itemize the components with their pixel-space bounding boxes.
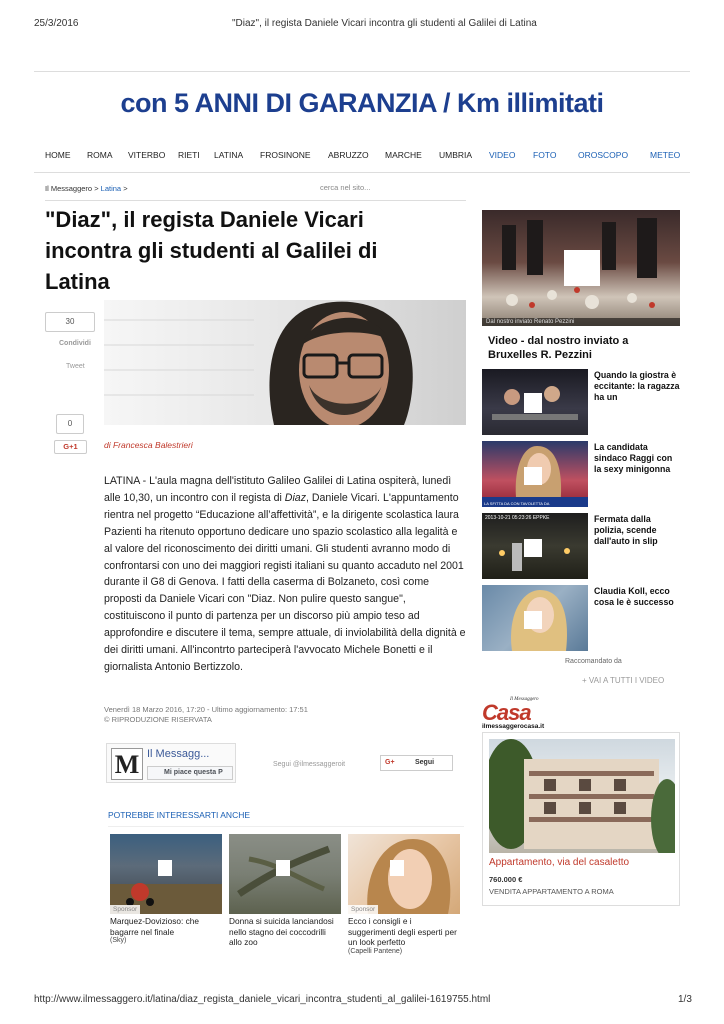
article-meta bbox=[104, 705, 308, 725]
recommended-by[interactable]: Raccomandato da bbox=[565, 658, 622, 665]
related-thumb bbox=[110, 834, 222, 914]
search-input[interactable]: cerca nel sito... bbox=[320, 183, 371, 192]
listing-type: VENDITA APPARTAMENTO A ROMA bbox=[489, 887, 614, 896]
portrait-illustration bbox=[104, 300, 466, 425]
listing-title[interactable]: Appartamento, via del casaletto bbox=[489, 857, 630, 868]
facebook-like-button[interactable]: Mi piace questa P bbox=[147, 766, 233, 780]
gplus-icon: G+ bbox=[385, 759, 395, 766]
related-card[interactable] bbox=[229, 834, 341, 948]
sponsor-label: Sponsor bbox=[348, 905, 378, 914]
header-divider bbox=[34, 71, 690, 72]
related-divider bbox=[108, 826, 464, 827]
nav-item-latina[interactable]: LATINA bbox=[214, 150, 244, 160]
related-thumb bbox=[348, 834, 460, 914]
sidebar-item-title[interactable]: Claudia Koll, ecco cosa le è successo bbox=[594, 586, 674, 607]
casa-ad-box[interactable] bbox=[482, 732, 680, 906]
casa-logo[interactable]: Casa bbox=[482, 700, 531, 725]
nav-item-foto[interactable]: FOTO bbox=[533, 150, 557, 160]
tweet-button[interactable]: Tweet bbox=[66, 363, 85, 370]
nav-item-oroscopo[interactable]: OROSCOPO bbox=[578, 150, 629, 160]
sidebar-thumb[interactable] bbox=[482, 513, 588, 579]
article-hero-image bbox=[104, 300, 466, 425]
messaggero-logo-icon: M bbox=[111, 748, 143, 780]
gplus-follow-label: Segui bbox=[415, 759, 435, 766]
breadcrumb-home[interactable]: Il Messaggero bbox=[45, 184, 93, 193]
breadcrumb-sep: > bbox=[121, 184, 128, 193]
article-byline[interactable]: di Francesca Balestrieri bbox=[104, 440, 193, 450]
sidebar-item-title[interactable]: La candidata sindaco Raggi con la sexy minigonna bbox=[594, 442, 673, 474]
article-title: "Diaz", il regista Daniele Vicari incontra gli studenti al Galilei di Latina bbox=[45, 207, 378, 294]
video-overlay-caption: Dal nostro inviato Renato Pezzini bbox=[482, 318, 680, 326]
article-body bbox=[104, 473, 466, 676]
tv-ticker: LA SFITTA DA CON TAVOLETTA DA bbox=[484, 501, 550, 506]
related-source: (Sky) bbox=[110, 937, 127, 944]
sidebar-video-thumb[interactable] bbox=[482, 210, 680, 326]
article-body-part1: LATINA - L'aula magna dell'istituto Galileo Galilei di Latina ospiterà, lunedì alle 10,30, un incontro con il regista di bbox=[104, 475, 452, 504]
related-title[interactable]: Donna si suicida lanciandosi nello stagno dei coccodrilli allo zoo bbox=[229, 916, 334, 947]
print-page-number: 1/3 bbox=[678, 994, 692, 1005]
sidebar-thumb[interactable] bbox=[482, 441, 588, 507]
image-placeholder bbox=[524, 611, 542, 629]
facebook-share-button[interactable]: Condividi bbox=[59, 340, 91, 347]
nav-item-umbria[interactable]: UMBRIA bbox=[439, 150, 473, 160]
nav-item-roma[interactable]: ROMA bbox=[87, 150, 113, 160]
nav-item-video[interactable]: VIDEO bbox=[489, 150, 516, 160]
breadcrumb bbox=[45, 184, 128, 193]
print-title: "Diaz", il regista Daniele Vicari incontra gli studenti al Galilei di Latina bbox=[232, 18, 537, 29]
gplus-button[interactable]: G+1 bbox=[54, 440, 87, 454]
cam-timestamp: 2013-10-21 05:23:26 EPPKE bbox=[485, 515, 550, 521]
print-url: http://www.ilmessaggero.it/latina/diaz_regista_daniele_vicari_incontra_studenti_al_galilei-1619755.html bbox=[34, 994, 491, 1005]
related-source: (Capelli Pantene) bbox=[348, 947, 403, 955]
facebook-share-count[interactable]: 30 bbox=[45, 312, 95, 332]
nav-divider bbox=[34, 172, 690, 173]
sidebar-thumb[interactable] bbox=[482, 585, 588, 651]
related-card[interactable] bbox=[110, 834, 222, 944]
nav-item-rieti[interactable]: RIETI bbox=[178, 150, 200, 160]
related-card[interactable] bbox=[348, 834, 460, 955]
sidebar-item-title[interactable]: Quando la giostra è eccitante: la ragazza ha un bbox=[594, 370, 680, 402]
nav-item-abruzzo[interactable]: ABRUZZO bbox=[328, 150, 369, 160]
gplus-follow-widget[interactable] bbox=[380, 755, 453, 771]
apartment-photo bbox=[489, 739, 675, 853]
breadcrumb-divider bbox=[45, 200, 466, 201]
casa-pre-label: Il Messaggero bbox=[510, 697, 539, 702]
breadcrumb-latina[interactable]: Latina bbox=[100, 184, 122, 193]
nav-item-viterbo[interactable]: VITERBO bbox=[128, 150, 166, 160]
print-date: 25/3/2016 bbox=[34, 18, 79, 29]
breadcrumb-sep: > bbox=[92, 184, 101, 193]
image-placeholder bbox=[564, 250, 600, 286]
image-placeholder bbox=[524, 467, 542, 485]
casa-site[interactable]: ilmessaggerocasa.it bbox=[482, 723, 545, 730]
related-thumb bbox=[229, 834, 341, 914]
image-placeholder bbox=[390, 860, 404, 876]
nav-item-marche[interactable]: MARCHE bbox=[385, 150, 422, 160]
apartment-building-image bbox=[489, 739, 675, 853]
sidebar-video-title[interactable]: Video - dal nostro inviato a Bruxelles R. Pezzini bbox=[488, 335, 629, 361]
facebook-page-widget[interactable] bbox=[106, 743, 236, 783]
sidebar-item-title[interactable]: Fermata dalla polizia, scende dall'auto in slip bbox=[594, 514, 658, 546]
image-placeholder bbox=[158, 860, 172, 876]
related-title[interactable]: Marquez-Dovizioso: che bagarre nel finale bbox=[110, 916, 199, 937]
sidebar-thumb[interactable] bbox=[482, 369, 588, 435]
all-videos-link[interactable]: + VAI A TUTTI I VIDEO bbox=[582, 676, 665, 685]
twitter-follow-button[interactable]: Segui @ilmessaggeroit bbox=[273, 761, 346, 768]
image-placeholder bbox=[524, 393, 542, 413]
related-title[interactable]: Ecco i consigli e i suggerimenti degli esperti per un look perfetto bbox=[348, 916, 457, 947]
article-date: Venerdì 18 Marzo 2016, 17:20 - Ultimo aggiornamento: 17:51 bbox=[104, 705, 308, 714]
copyright-notice: © RIPRODUZIONE RISERVATA bbox=[104, 715, 212, 724]
nav-item-home[interactable]: HOME bbox=[45, 150, 71, 160]
nav-item-frosinone[interactable]: FROSINONE bbox=[260, 150, 311, 160]
image-placeholder bbox=[524, 539, 542, 557]
model-portrait-image bbox=[348, 834, 460, 914]
facebook-page-name[interactable]: Il Messagg... bbox=[147, 748, 210, 760]
article-body-part2: , Daniele Vicari. L'appuntamento rientra nel progetto “Educazione all’affettività”, e la dirigente scolastica laura Pazienti ha ritenuto opportuno dedicare uno spazio scolastico alla legalità e al valore del riconoscimento dei diritti umani. Gli studenti avranno modo di confrontarsi con uno dei maggiori registi italiani su quanto accaduto nel 2001 durante il G8 di Genova. I fatti della caserma di Bolzaneto, così come proposti da Daniele Vicari con "Diaz. Non pulire questo sangue", costituiscono il punto di partenza per un discorso più ampio teso ad approfondire e discutere il tema, sempre attuale, di inviolabilità della dignità e dei diritti umani. All'incontrto parteciperà l'avvocato Michele Bonetti e il giornalista Antonio Bertizzolo. bbox=[104, 491, 466, 673]
nav-item-meteo[interactable]: METEO bbox=[650, 150, 681, 160]
image-placeholder bbox=[276, 860, 290, 876]
article-film-title: Diaz bbox=[284, 491, 306, 504]
listing-price: 760.000 € bbox=[489, 875, 523, 884]
ad-banner[interactable]: con 5 ANNI DI GARANZIA / Km illimitati bbox=[120, 88, 604, 118]
sponsor-label: Sponsor bbox=[110, 905, 140, 914]
related-heading: POTREBBE INTERESSARTI ANCHE bbox=[108, 810, 251, 820]
gplus-share-count[interactable]: 0 bbox=[56, 414, 84, 434]
